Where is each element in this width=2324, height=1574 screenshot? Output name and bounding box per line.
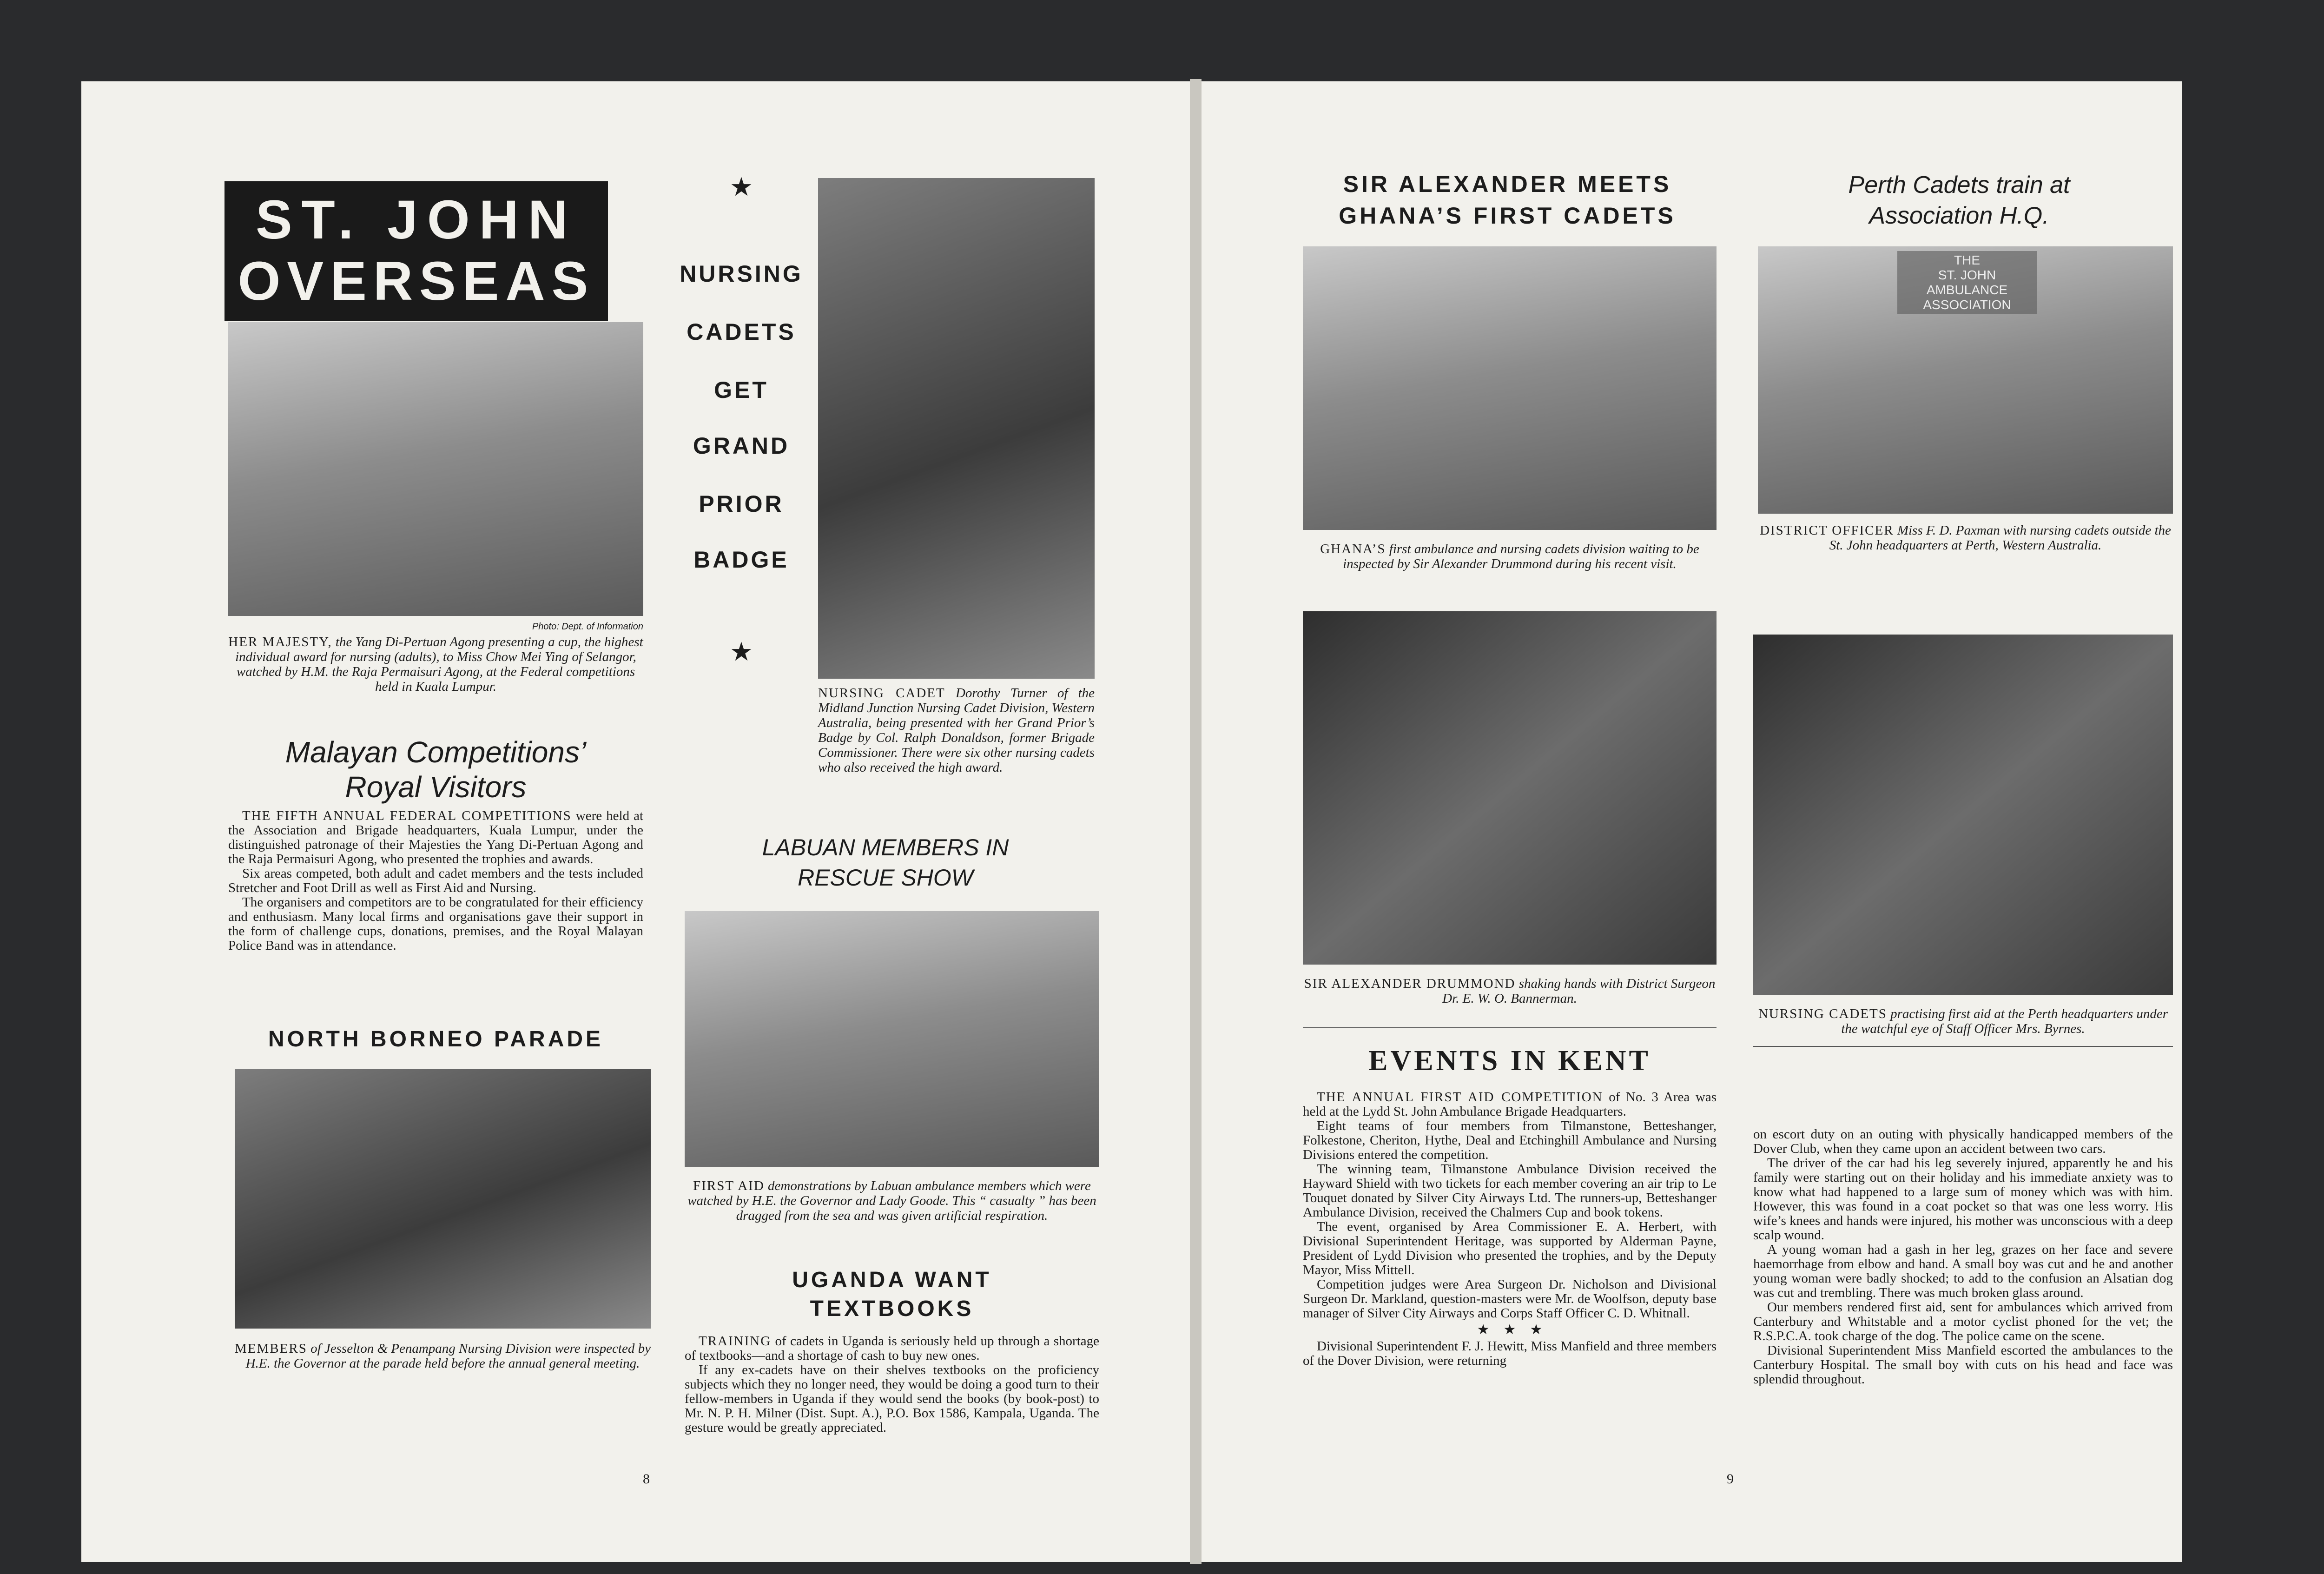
north-borneo-headline: NORTH BORNEO PARADE xyxy=(268,1027,604,1052)
kent-col2-paragraph-3: A young woman had a gash in her leg, grazes on her face and severe haemorrhage from elbow and hand. A small boy was cut and he and another young woman were badly shocked; to add to the confusion an Alsatian dog was cut and trembling. There was much broken glass around. xyxy=(1753,1242,2173,1300)
kent-paragraph-2: Eight teams of four members from Tilmanstone, Betteshanger, Folkestone, Cheriton, Hythe, Deal and Etchinghill Ambulance and Nursing Divisions entered the competition. xyxy=(1303,1118,1717,1162)
royal-caption-text: the Yang Di-Pertuan Agong presenting a cup, the highest individual award for nursing (adults), to Miss Chow Mei Ying of Selangor, watched by H.M. the Raja Permaisuri Agong, at the Federal competitions held in Kuala Lumpur. xyxy=(235,635,643,694)
right-page xyxy=(1202,81,2182,1562)
ghana-cadets-caption xyxy=(1303,542,1717,571)
grand-prior-badge-photo xyxy=(818,178,1095,679)
nursing-caption-lead: NURSING CADET xyxy=(818,686,945,701)
kent-paragraph-3: The winning team, Tilmanstone Ambulance Division received the Hayward Shield with two tickets for each member covering an air trip to Le Touquet donated by Silver City Airways Ltd. The runners-up, Betteshanger Ambulance Division, received the Chalmers Cup and book tokens. xyxy=(1303,1162,1717,1220)
kent-col2-paragraph-4: Our members rendered first aid, sent for ambulances which arrived from Canterbury and Whitstable and a motor cyclist phoned for the vet; the R.S.P.C.A. took charge of the dog. The police came on the scene. xyxy=(1753,1300,2173,1343)
uganda-paragraph-1: of cadets in Uganda is seriously held up through a shortage of textbooks—and a shortage of cash to buy new ones. xyxy=(685,1334,1099,1363)
labuan-caption-text: demonstrations by Labuan ambulance members which were watched by H.E. the Governor and Lady Goode. This “ casualty ” has been dragged from the sea and was given artificial respiration. xyxy=(687,1178,1096,1223)
ghana-headline-1: SIR ALEXANDER MEETS xyxy=(1343,171,1672,197)
building-sign-line-1: THE xyxy=(1954,253,1980,267)
drummond-caption-text: shaking hands with District Surgeon Dr. E. W. O. Bannerman. xyxy=(1442,976,1716,1006)
kent-top-rule xyxy=(1303,1027,1717,1028)
borneo-caption-text: of Jesselton & Penampang Nursing Division were inspected by H.E. the Governor at the parade held before the annual general meeting. xyxy=(245,1341,651,1371)
malayan-headline-2: Royal Visitors xyxy=(345,770,527,804)
perth-training-caption xyxy=(1753,1006,2173,1036)
kent-star-divider: ★ ★ ★ xyxy=(1477,1322,1543,1337)
uganda-paragraph-2: If any ex-cadets have on their shelves textbooks on the proficiency subjects which they no longer need, they would be doing a good turn to their fellow-members in Uganda if they would send the books (by book-post) to Mr. N. P. H. Milner (Dist. Supt. A.), P.O. Box 1586, Kampala, Uganda. The gesture would be greatly appreciated. xyxy=(685,1362,1099,1435)
overseas-line-1: ST. JOHN xyxy=(255,189,577,251)
kent-col2-paragraph-1: on escort duty on an outing with physically handicapped members of the Dover Club, when they came upon an accident between two cars. xyxy=(1753,1127,2173,1156)
star-ornament-top: ★ xyxy=(729,173,753,202)
left-page xyxy=(81,81,1190,1562)
labuan-caption-lead: FIRST AID xyxy=(693,1178,765,1193)
star-ornament-bottom: ★ xyxy=(729,638,753,667)
malayan-paragraph-2: Six areas competed, both adult and cadet members and the tests included Stretcher and Foot Drill as well as First Aid and Nursing. xyxy=(228,866,643,895)
perth-training-photo xyxy=(1753,635,2173,995)
nursing-headline-word-3: GET xyxy=(714,377,769,403)
st-john-overseas-banner xyxy=(224,181,608,321)
grand-prior-caption xyxy=(818,686,1095,775)
photo-credit: Photo: Dept. of Information xyxy=(532,622,643,632)
building-sign xyxy=(1897,251,2037,314)
malayan-article xyxy=(228,809,643,953)
ghana-caption-lead: GHANA’S xyxy=(1320,542,1386,556)
kent-col2-paragraph-2: The driver of the car had his leg severely injured, apparently he and his family were starting out on their holiday and his immediate anxiety was to know what had happened to a large sum of money which was with him. However, this was found in a coat pocket so that was one less worry. His wife’s knees and hands were injured, his mother was unconscious with a deep scalp wound. xyxy=(1753,1156,2173,1243)
royal-caption-lead: HER MAJESTY, xyxy=(228,635,332,649)
nursing-headline-word-4: GRAND xyxy=(693,433,790,459)
drummond-caption xyxy=(1303,976,1717,1006)
kent-headline: EVENTS IN KENT xyxy=(1368,1045,1651,1077)
kent-paragraph-4: The event, organised by Area Commissioner E. A. Herbert, with Divisional Superintendent Heritage, was supported by Alderman Payne, President of Lydd Division who presented the trophies, and by the Deputy Mayor, Miss Mittell. xyxy=(1303,1219,1717,1277)
kent-paragraph-1: of No. 3 Area was held at the Lydd St. John Ambulance Brigade Headquarters. xyxy=(1303,1090,1717,1119)
uganda-headline-1: UGANDA WANT xyxy=(792,1268,992,1292)
kent-lead: THE ANNUAL FIRST AID COMPETITION xyxy=(1317,1090,1603,1104)
malayan-lead: THE FIFTH ANNUAL FEDERAL COMPETITIONS xyxy=(242,808,572,823)
north-borneo-caption xyxy=(235,1341,651,1371)
perth-building-caption xyxy=(1758,523,2173,553)
nursing-headline-word-2: CADETS xyxy=(687,319,796,345)
labuan-rescue-photo xyxy=(685,911,1099,1167)
perth-caption-lead: DISTRICT OFFICER xyxy=(1760,523,1894,538)
labuan-headline-1: LABUAN MEMBERS IN xyxy=(762,834,1009,860)
left-page-number: 8 xyxy=(643,1471,650,1487)
drummond-handshake-photo xyxy=(1303,611,1717,965)
kent-paragraph-6: Divisional Superintendent F. J. Hewitt, Miss Manfield and three members of the Dover Division, were returning xyxy=(1303,1339,1717,1368)
perth-headline-1: Perth Cadets train at xyxy=(1848,172,2070,198)
perth-caption-text: Miss F. D. Paxman with nursing cadets outside the St. John headquarters at Perth, Western Australia. xyxy=(1829,523,2171,553)
building-sign-line-2: ST. JOHN AMBULANCE xyxy=(1926,268,2008,297)
building-sign-line-3: ASSOCIATION xyxy=(1923,298,2011,312)
malayan-paragraph-1: were held at the Association and Brigade headquarters, Kuala Lumpur, under the distinguished patronage of their Majesties the Yang Di-Pertuan Agong and the Raja Permaisuri Agong, who presented the trophies and awards. xyxy=(228,808,643,866)
nursing-headline-word-5: PRIOR xyxy=(699,491,784,517)
nursing-headline-word-1: NURSING xyxy=(680,261,803,287)
nursing-headline-word-6: BADGE xyxy=(693,547,789,573)
uganda-lead: TRAINING xyxy=(699,1334,772,1349)
ghana-cadets-photo xyxy=(1303,246,1717,530)
kent-col2-paragraph-5: Divisional Superintendent Miss Manfield escorted the ambulances to the Canterbury Hospital. The small boy with cuts on his head and face was splendid throughout. xyxy=(1753,1343,2173,1387)
kent-article-col-2 xyxy=(1753,1127,2173,1387)
royal-award-caption xyxy=(228,635,643,694)
labuan-caption xyxy=(685,1178,1099,1223)
ghana-caption-text: first ambulance and nursing cadets division waiting to be inspected by Sir Alexander Drummond during his recent visit. xyxy=(1343,542,1699,571)
perth-building-photo xyxy=(1758,246,2173,514)
book-spine xyxy=(1190,79,1202,1564)
training-caption-text: practising first aid at the Perth headquarters under the watchful eye of Staff Officer Mrs. Byrnes. xyxy=(1841,1006,2168,1036)
kent-article-col-1 xyxy=(1303,1090,1717,1368)
uganda-article xyxy=(685,1334,1099,1435)
right-page-number: 9 xyxy=(1727,1471,1734,1487)
uganda-headline-2: TEXTBOOKS xyxy=(810,1296,974,1321)
malayan-headline-1: Malayan Competitions’ xyxy=(285,735,587,769)
drummond-caption-lead: SIR ALEXANDER DRUMMOND xyxy=(1304,976,1516,991)
north-borneo-parade-photo xyxy=(235,1069,651,1329)
training-bottom-rule xyxy=(1753,1046,2173,1047)
perth-headline-2: Association H.Q. xyxy=(1869,202,2049,229)
overseas-line-2: OVERSEAS xyxy=(238,251,595,312)
ghana-headline-2: GHANA’S FIRST CADETS xyxy=(1339,203,1676,229)
labuan-headline-2: RESCUE SHOW xyxy=(798,865,973,891)
nursing-caption-text: Dorothy Turner of the Midland Junction Nursing Cadet Division, Western Australia, being presented with her Grand Prior’s Badge by Col. Ralph Donaldson, former Brigade Commissioner. There were six other nursing cadets who also received the high award. xyxy=(818,686,1095,775)
training-caption-lead: NURSING CADETS xyxy=(1758,1006,1887,1021)
royal-award-photo xyxy=(228,322,643,616)
kent-paragraph-5: Competition judges were Area Surgeon Dr. Nicholson and Divisional Surgeon Dr. Markland, question-masters were Mr. de Woolfson, deputy base manager of Silver City Airways and Corps Staff Officer C. D. Whitnall. xyxy=(1303,1277,1717,1321)
malayan-paragraph-3: The organisers and competitors are to be congratulated for their efficiency and enthusiasm. Many local firms and organisations gave their support in the form of challenge cups, donations, premises, and the Royal Malayan Police Band was in attendance. xyxy=(228,895,643,953)
borneo-caption-lead: MEMBERS xyxy=(235,1341,307,1356)
